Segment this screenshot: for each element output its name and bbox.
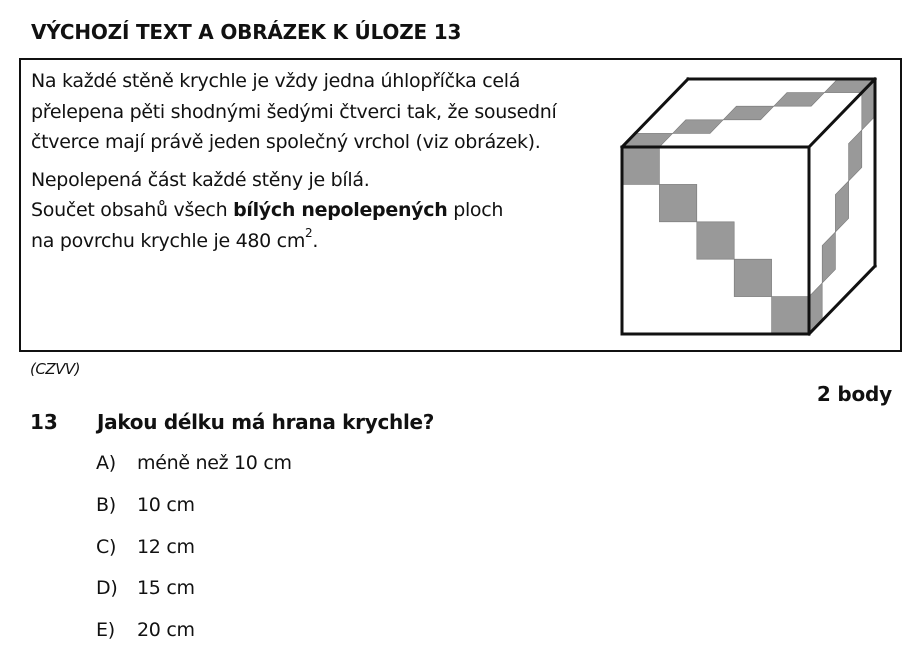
option-text: 20 cm bbox=[137, 619, 195, 641]
bold-phrase: bílých nepolepených bbox=[233, 199, 448, 221]
intro-line: Součet obsahů všech bílých nepolepených ploch bbox=[31, 199, 504, 221]
question-text: Jakou délku má hrana krychle? bbox=[97, 410, 435, 434]
option-letter: D) bbox=[96, 577, 118, 599]
intro-line: čtverce mají právě jeden společný vrchol (viz obrázek). bbox=[31, 131, 541, 153]
answer-option-b[interactable] bbox=[96, 494, 195, 516]
intro-line: na povrchu krychle je 480 $cm^2$. bbox=[31, 226, 319, 252]
option-letter: A) bbox=[96, 452, 116, 474]
front-face-square bbox=[697, 222, 734, 259]
option-letter: E) bbox=[96, 619, 115, 641]
option-text: 10 cm bbox=[137, 494, 195, 516]
top-face-square bbox=[673, 120, 724, 134]
intro-line: Nepolepená část každé stěny je bílá. bbox=[31, 168, 370, 191]
cube-figure bbox=[619, 76, 885, 342]
question-number: 13 bbox=[30, 410, 58, 434]
intro-line: Na každé stěně krychle je vždy jedna úhlopříčka celá bbox=[31, 70, 521, 92]
right-face-square bbox=[835, 181, 848, 232]
right-face-square bbox=[822, 232, 835, 283]
front-face-square bbox=[659, 184, 696, 221]
intro-text bbox=[31, 66, 556, 256]
answer-option-c[interactable] bbox=[96, 536, 195, 558]
option-letter: B) bbox=[96, 494, 116, 516]
option-letter: C) bbox=[96, 536, 117, 558]
answer-option-d[interactable] bbox=[96, 577, 195, 599]
answer-option-a[interactable] bbox=[96, 452, 292, 474]
points-label: 2 body bbox=[816, 382, 892, 406]
intro-box bbox=[19, 58, 902, 352]
right-face-square bbox=[849, 130, 862, 181]
front-face-square bbox=[772, 297, 809, 334]
source-label: (CZVV) bbox=[30, 360, 80, 378]
intro-line: přelepena pěti shodnými šedými čtverci tak, že sousední bbox=[31, 100, 557, 123]
option-text: méně než 10 cm bbox=[137, 452, 292, 474]
top-face-square bbox=[723, 106, 774, 120]
front-face-square bbox=[622, 147, 659, 184]
superscript: 2 bbox=[305, 226, 313, 241]
option-text: 12 cm bbox=[137, 536, 195, 558]
front-face-square bbox=[734, 259, 771, 296]
answer-option-e[interactable] bbox=[96, 619, 195, 641]
section-heading: VÝCHOZÍ TEXT A OBRÁZEK K ÚLOZE 13 bbox=[31, 20, 462, 44]
option-text: 15 cm bbox=[137, 577, 195, 599]
top-face-square bbox=[774, 93, 825, 107]
